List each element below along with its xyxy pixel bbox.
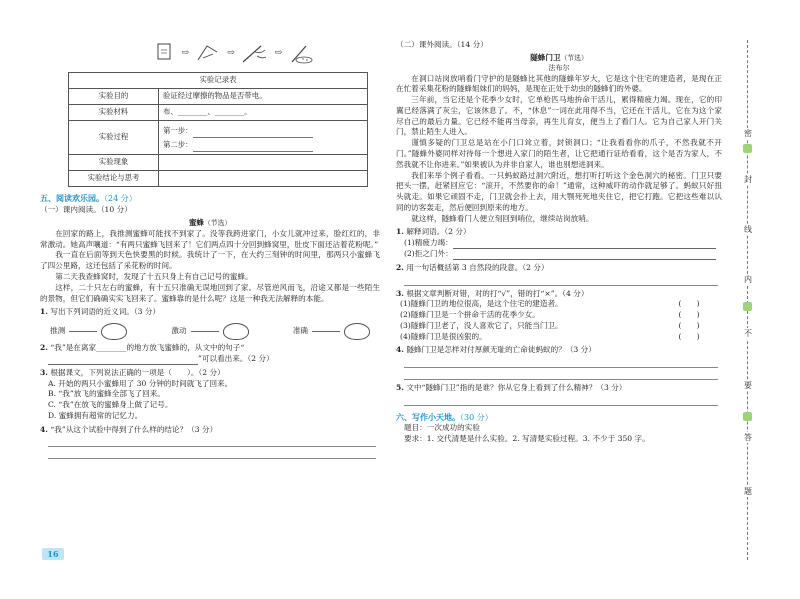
answer-line[interactable]: [48, 447, 376, 459]
answer-line[interactable]: [48, 435, 376, 447]
table-cell[interactable]: 布、________、________。: [159, 105, 368, 121]
option-a: A. 开始的两只小蜜蜂用了 30 分钟的时间就飞了回来。: [48, 378, 233, 388]
rubbing-icon: [241, 42, 269, 64]
binding-mark: [743, 412, 752, 421]
binding-mark: [743, 144, 752, 153]
question-5: 5. 文中“隧蜂门卫”指的是谁？你从它身上看到了什么精神？（3 分）: [396, 383, 627, 393]
article-paragraph: 我们来举个例子看看。一只蚂蚁路过洞穴附近，想打听打听这个金色洞穴的秘密。门卫只要把头一摆，赶紧回应它：“滚开，不然要你的命！”通常，这种威吓的动作就足够了。蚂蚁只好扭头就走。如果它顽固不走，门卫就会扑上去，用大颚死死地夹住它，把它打跑。它把这些难以认同的访客轰走，然后便回到原来的地方。: [396, 170, 722, 212]
question-3: 3. 根据文章判断对错，对的打“√”，错的打“×”。（4 分）: [396, 288, 589, 298]
binding-char: 答: [739, 432, 757, 443]
option-b: B. “我”放飞的蜜蜂全部飞了回来。: [48, 389, 165, 399]
article-title: 蜜蜂（节选）: [188, 218, 232, 228]
subsection-extracurricular: （二）课外阅读。（14 分）: [396, 40, 488, 49]
binding-char: 线: [739, 224, 757, 235]
binding-char: 封: [739, 174, 757, 185]
arrow-icon: ⇨: [274, 47, 283, 58]
answer-blank[interactable]: [453, 251, 716, 260]
binding-margin: [733, 40, 763, 560]
option-d: D. 蜜蜂拥有超常的记忆力。: [48, 410, 143, 420]
table-row: 实验目的 验证经过摩擦的物品是否带电。: [69, 89, 368, 105]
article-paragraph: 第二天我查蜂窝时，发现了十五只身上有自己记号的蜜蜂。: [55, 272, 253, 282]
experiment-record-table: [68, 72, 368, 187]
table-row: 实验现象: [69, 155, 368, 171]
vocab-item: (1)精疲力竭：: [396, 238, 722, 249]
article-paragraph: 谨慎多疑的门卫总是站在小门口耸立着，封锁洞口；“让我看看你的爪子，不然我就不开门。”隧蜂外婆同样对待每一个想进入家门的陌生者，让它把通行证给看看，这个是否为家人，不然我就不让你进来。”如果被认为并非自家人，谁也别想进洞来。: [396, 138, 722, 169]
question-3: 3. 根据课文，下列说法正确的一项是（ ）。（2 分）: [40, 367, 225, 377]
arrow-icon: ⇨: [181, 47, 190, 58]
article-paragraph: 就这样，隧蜂看门人便立刻回到哨位，继续站岗放哨。: [411, 213, 594, 223]
question-1: 1. 写出下列词语的近义词。（3 分）: [40, 307, 161, 317]
answer-blank[interactable]: [453, 240, 716, 249]
option-c: C. “我”在放飞的蜜蜂身上做了记号。: [48, 400, 173, 410]
judge-item: (2)隧蜂门卫是一个拼命干活的花季少女。 ( ): [396, 310, 722, 321]
process-cell[interactable]: 第一步： 第二步：: [159, 121, 368, 155]
table-cell[interactable]: [159, 171, 368, 187]
judge-paren[interactable]: ( ): [678, 299, 700, 309]
table-cell[interactable]: 验证经过摩擦的物品是否带电。: [159, 89, 368, 105]
article-paragraph: 在洞口站岗放哨看门守护的是隧蜂比其他的隧蜂年岁大，它是这个住宅的建造者，是现在正在忙着采集花粉的隧蜂姐妹们的妈妈，是现在正处于幼虫的隧蜂们的外婆。: [396, 73, 722, 94]
judge-paren[interactable]: ( ): [678, 331, 700, 341]
table-row: 实验材料 布、________、________。: [69, 105, 368, 121]
binding-char: 不: [739, 328, 757, 339]
judge-item: (1)隧蜂门卫的地位很高，是这个住宅的建造者。 ( ): [396, 299, 722, 310]
article-paragraph: 在回家的路上，我推测蜜蜂可能找不到家了。没等我跨进家门，小女儿就冲过来，脸红红的，非常激动。她高声嚷道：“有两只蜜蜂飞回来了！它们两点四十分回到蜂窝里，肚皮下面还沾着花粉呢。”: [40, 228, 380, 249]
binding-char: 密: [739, 128, 757, 139]
subsection-in-class: （一）课内阅读。（10 分）: [40, 205, 132, 215]
judge-paren[interactable]: ( ): [678, 320, 700, 330]
question-1: 1. 解释词语。（2 分）: [396, 227, 471, 237]
article-title: 隧蜂门卫（节选）: [530, 52, 588, 62]
section-six-title: 六、写作小天地。（30 分）: [396, 412, 493, 423]
synonym-item: 准确: [293, 323, 370, 340]
answer-line[interactable]: [404, 274, 718, 286]
table-header: 实验记录表: [69, 73, 368, 89]
question-2: 2. 用一句话概括第 3 自然段的段意。（2 分）: [396, 262, 549, 272]
answer-bubble[interactable]: [101, 323, 127, 340]
question-2-continued: ”可以看出来。（2 分）: [40, 354, 380, 365]
synonym-row: [50, 323, 370, 340]
writing-requirements: 要求：1. 交代清楚是什么实验。2. 写清楚实验过程。3. 不少于 350 字。: [404, 434, 650, 444]
binding-char: 要: [739, 380, 757, 391]
article-paragraph: 我一直在后面等到天色快要黑的时候。我统计了一下，在大约三刻钟的时间里，那两只小蜜蜂飞了四公里路，这还包括了采花粉的时间。: [40, 250, 380, 271]
article-paragraph: 这样，二十只左右的蜜蜂，有十五只准确无误地回到了家。尽管逆风而飞，沿途又都是一些陌生的景物，但它们确确实实飞回来了。蜜蜂靠的是什么呢？这是一种我无法解释的本能。: [40, 282, 380, 303]
article-paragraph: 三年前，当它还是个花季少女时，它单枪匹马地拚命干活儿，累得精疲力竭。现在，它的印翼已经落满了灰尘，它该休息了。不，“休息”一词在此用得不当，它还在干活儿，它在为这个家尽自己的最后力量。它已经不能再当母亲，再生儿育女，便当上了看门人。它为自己家人开门关门，禁止陌生人进入。: [396, 95, 722, 137]
binding-char: 内: [739, 274, 757, 285]
table-row: 实验结论与思考: [69, 171, 368, 187]
binding-mark: [743, 302, 752, 311]
writing-topic: 题目：一次成功的实验: [404, 423, 480, 433]
binding-dashed-line: [747, 40, 748, 560]
answer-bubble[interactable]: [344, 323, 370, 340]
right-column: [396, 40, 722, 445]
binding-char: 题: [739, 486, 757, 497]
judge-paren[interactable]: ( ): [678, 310, 700, 320]
synonym-item: 激动: [171, 323, 248, 340]
balloon-icon: [156, 42, 176, 64]
table-cell[interactable]: [159, 155, 368, 171]
answer-line[interactable]: [404, 394, 718, 406]
paper-bits-icon: [288, 42, 314, 64]
page-number: 16: [42, 548, 64, 560]
table-row: 实验过程 第一步： 第二步：: [69, 121, 368, 155]
section-five-title: 五、阅读欢乐园。（24 分）: [40, 193, 137, 203]
answer-line[interactable]: [404, 356, 718, 368]
question-4: 4. “我”从这个试验中得到了什么样的结论？（3 分）: [40, 424, 218, 434]
question-2: 2. “我”是在离家________的地方放飞蜜蜂的，从文中的句子“: [40, 343, 245, 353]
left-column: [40, 40, 380, 459]
judge-item: (3)隧蜂门卫老了，没人喜欢它了，只能当门卫。 ( ): [396, 321, 722, 332]
arrow-icon: ⇨: [227, 47, 235, 58]
synonym-item: 推测: [50, 323, 127, 340]
answer-blank[interactable]: [48, 356, 198, 365]
question-4: 4. 隧蜂门卫是怎样对付厚颜无耻的亡命徒蚂蚁的？（3 分）: [396, 345, 596, 355]
judge-item: (4)隧蜂门卫是很凶狠的。 ( ): [396, 332, 722, 343]
article-author: 法布尔: [548, 63, 570, 72]
experiment-illustration: [90, 40, 380, 66]
answer-line[interactable]: [404, 368, 718, 380]
cloth-icon: [195, 42, 221, 64]
vocab-item: (2)拒之门外：: [396, 249, 722, 260]
answer-bubble[interactable]: [223, 323, 249, 340]
